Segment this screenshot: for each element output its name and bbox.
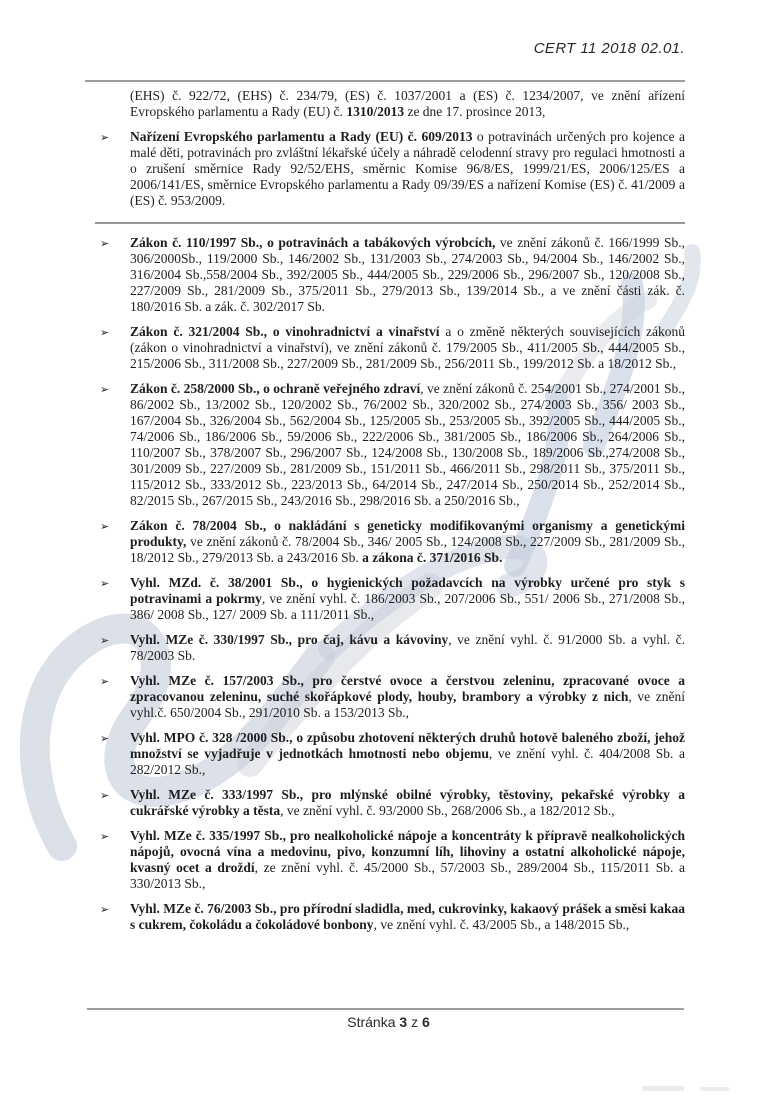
arrow-bullet-icon: ➢	[100, 676, 110, 688]
page-number-footer	[0, 1014, 777, 1030]
continuation-paragraph: (EHS) č. 922/72, (EHS) č. 234/79, (ES) č. 1037/2001 a (ES) č. 1234/2007, ve znění ařízení Evropského parlamentu a Rady (EU) č. 1310/2013 ze dne 17. prosince 2013,	[130, 88, 685, 119]
list-item-text: Zákon č. 110/1997 Sb., o potravinách a tabákových výrobcích, ve znění zákonů č. 166/1999 Sb., 306/2000Sb., 119/2000 Sb., 146/2002 Sb., 131/2003 Sb., 274/2003 Sb., 94/2004 Sb., 146/2002 Sb., 316/2004 Sb.,558/2004 Sb., 392/2005 Sb., 444/2005 Sb., 229/2006 Sb., 296/2007 Sb., 120/2008 Sb., 227/2009 Sb., 281/2009 Sb., 375/2011 Sb., 279/2013 Sb., 139/2014 Sb., a ve znění části zák. č. 180/2016 Sb. a zák. č. 302/2017 Sb.	[130, 235, 685, 314]
list-item-text: Vyhl. MZe č. 76/2003 Sb., pro přírodní sladidla, med, cukrovinky, kakaový prášek a směsi kakaa s cukrem, čokoládu a čokoládové bonbony, ve znění vyhl. č. 43/2005 Sb., a 148/2015 Sb.,	[130, 901, 685, 932]
bullet-list-top	[100, 129, 685, 209]
list-item	[100, 324, 685, 372]
list-item	[100, 575, 685, 623]
list-item-text: Vyhl. MZe č. 333/1997 Sb., pro mlýnské obilné výrobky, těstoviny, pekařské výrobky a cukrářské výrobky a těsta, ve znění vyhl. č. 93/2000 Sb., 268/2006 Sb., a 182/2012 Sb.,	[130, 787, 685, 818]
section-divider-rule	[95, 222, 685, 224]
list-item-text: Vyhl. MPO č. 328 /2000 Sb., o způsobu zhotovení některých druhů hotově baleného zboží, jehož množství se vyjadřuje v jednotkách hmotnosti nebo objemu, ve znění vyhl. č. 404/2008 Sb. a 282/2012 Sb.,	[130, 730, 685, 777]
footer-page-number: 3	[399, 1014, 408, 1030]
arrow-bullet-icon: ➢	[100, 384, 110, 396]
list-item-text: Nařízení Evropského parlamentu a Rady (EU) č. 609/2013 o potravinách určených pro kojence a malé děti, potravinách pro zvláštní lékařské účely a náhradě celodenní stravy pro regulaci hmotnosti a o zrušení směrnice Rady 92/52/EHS, směrnic Komise 96/8/ES, 1999/21/ES, 2006/125/ES a 2006/141/ES, směrnice Evropského parlamentu a Rady 09/39/ES a nařízení Komise (ES) č. 41/2009 a (ES) č. 953/2009.	[130, 129, 685, 208]
list-item-text: Vyhl. MZe č. 330/1997 Sb., pro čaj, kávu a kávoviny, ve znění vyhl. č. 91/2000 Sb. a vyhl. č. 78/2003 Sb.	[130, 632, 686, 663]
list-item	[100, 235, 685, 315]
arrow-bullet-icon: ➢	[100, 521, 110, 533]
list-item	[100, 901, 685, 933]
arrow-bullet-icon: ➢	[100, 132, 110, 144]
arrow-bullet-icon: ➢	[100, 327, 110, 339]
document-body	[100, 88, 685, 942]
footer-total-pages: 6	[421, 1014, 430, 1030]
document-code-header: CERT 11 2018 02.01.	[533, 40, 685, 57]
list-item	[100, 381, 685, 509]
list-item	[100, 129, 685, 209]
arrow-bullet-icon: ➢	[100, 635, 110, 647]
arrow-bullet-icon: ➢	[100, 733, 110, 745]
list-item-text: Zákon č. 258/2000 Sb., o ochraně veřejného zdraví, ve znění zákonů č. 254/2001 Sb., 274/2001 Sb., 86/2002 Sb., 13/2002 Sb., 120/2002 Sb., 76/2002 Sb., 320/2002 Sb., 274/2003 Sb., 356/ 2003 Sb., 167/2004 Sb., 326/2004 Sb., 562/2004 Sb., 125/2005 Sb., 253/2005 Sb., 392/2005 Sb., 444/2005 Sb., 74/2006 Sb., 186/2006 Sb., 59/2006 Sb., 222/2006 Sb., 381/2005 Sb., 186/2006 Sb., 264/2006 Sb., 110/2007 Sb., 378/2007 Sb., 296/2007 Sb., 124/2008 Sb., 130/2008 Sb., 189/2006 Sb.,274/2008 Sb., 301/2009 Sb., 227/2009 Sb., 281/2009 Sb., 151/2011 Sb., 466/2011 Sb., 298/2011 Sb., 375/2011 Sb., 115/2012 Sb., 333/2012 Sb., 223/2013 Sb., 64/2014 Sb., 247/2014 Sb., 250/2014 Sb., 252/2014 Sb., 82/2015 Sb., 267/2015 Sb., 243/2016 Sb., 298/2016 Sb. a 250/2016 Sb.,	[130, 381, 685, 508]
list-item-text: Vyhl. MZe č. 335/1997 Sb., pro nealkoholické nápoje a koncentráty k přípravě nealkoholických nápojů, ovocná vína a medovinu, pivo, konzumní líh, lihoviny a ostatní alkoholické nápoje, kvasný ocet a droždí, ze znění vyhl. č. 45/2000 Sb., 57/2003 Sb., 289/2004 Sb., 115/2011 Sb. a 330/2013 Sb.,	[130, 828, 685, 891]
arrow-bullet-icon: ➢	[100, 904, 110, 916]
list-item	[100, 828, 685, 892]
list-item-text: Vyhl. MZe č. 157/2003 Sb., pro čerstvé ovoce a čerstvou zeleninu, zpracované ovoce a zpracovanou zeleninu, suché skořápkové plody, houby, brambory a výrobky z nich, ve znění vyhl.č. 650/2004 Sb., 291/2010 Sb. a 153/2013 Sb.,	[130, 673, 685, 720]
list-item	[100, 730, 685, 778]
arrow-bullet-icon: ➢	[100, 238, 110, 250]
list-item	[100, 673, 685, 721]
arrow-bullet-icon: ➢	[100, 790, 110, 802]
bullet-list-main	[100, 235, 685, 933]
footer-prefix: Stránka	[347, 1014, 396, 1030]
arrow-bullet-icon: ➢	[100, 831, 110, 843]
header-rule	[85, 80, 685, 82]
arrow-bullet-icon: ➢	[100, 578, 110, 590]
list-item	[100, 787, 685, 819]
list-item-text: Zákon č. 78/2004 Sb., o nakládání s geneticky modifikovanými organismy a genetickými produkty, ve znění zákonů č. 78/2004 Sb., 346/ 2005 Sb., 124/2008 Sb., 227/2009 Sb., 281/2009 Sb., 18/2012 Sb., 279/2013 Sb. a 243/2016 Sb. a zákona č. 371/2016 Sb.	[130, 518, 685, 565]
list-item	[100, 632, 685, 664]
footer-separator: z	[411, 1014, 419, 1030]
list-item-text: Zákon č. 321/2004 Sb., o vinohradnictví a vinařství a o změně některých souvisejících zákonů (zákon o vinohradnictví a vinařství), ve znění zákonů č. 179/2005 Sb., 411/2005 Sb., 444/2005 Sb., 215/2006 Sb., 311/2008 Sb., 227/2009 Sb., 281/2009 Sb., 256/2011 Sb., 199/2012 Sb. a 18/2012 Sb.,	[130, 324, 685, 371]
list-item-text: Vyhl. MZd. č. 38/2001 Sb., o hygienických požadavcích na výrobky určené pro styk s potravinami a pokrmy, ve znění vyhl. č. 186/2003 Sb., 207/2006 Sb., 551/ 2006 Sb., 271/2008 Sb., 386/ 2008 Sb., 127/ 2009 Sb. a 111/2011 Sb.,	[130, 575, 685, 622]
footer-rule	[87, 1008, 684, 1010]
list-item	[100, 518, 685, 566]
